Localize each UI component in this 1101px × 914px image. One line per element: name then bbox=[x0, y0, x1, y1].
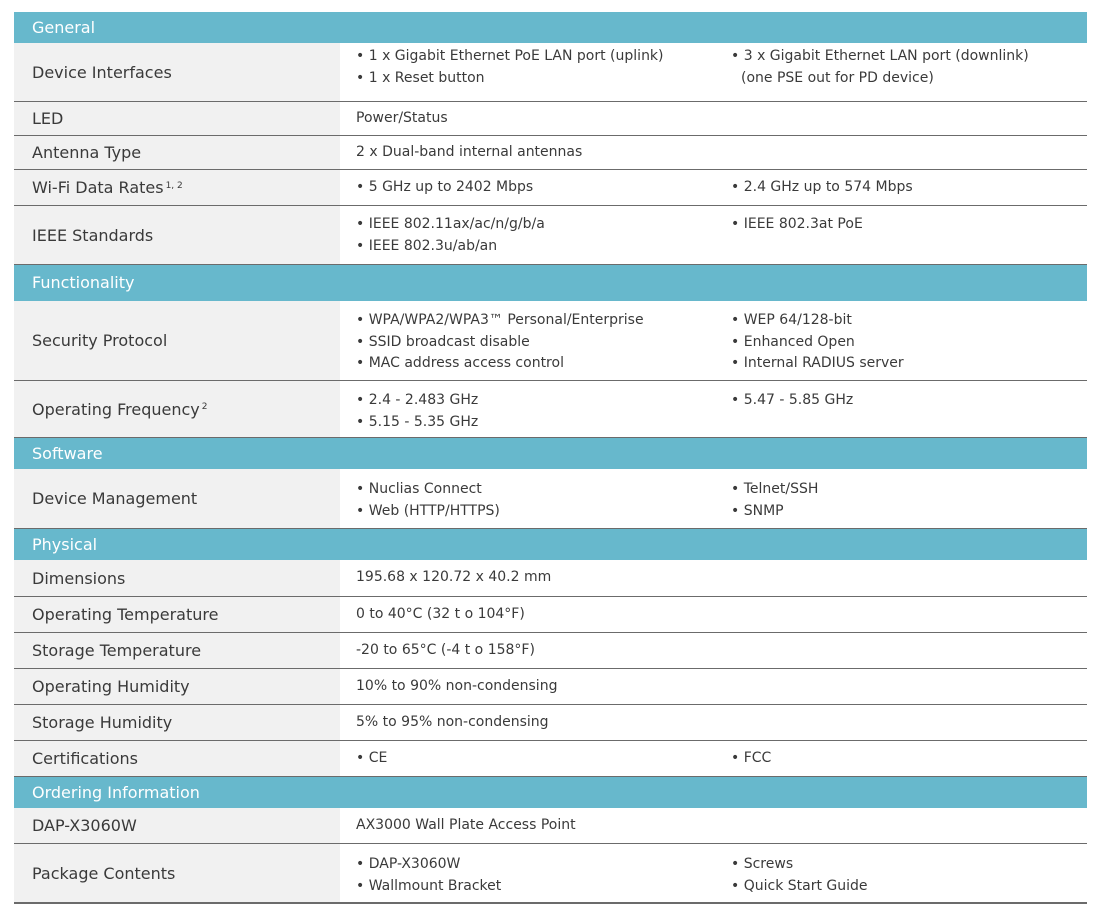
row-value bbox=[340, 206, 1087, 264]
row-label: Device Interfaces bbox=[32, 62, 172, 82]
row-value bbox=[340, 170, 1087, 205]
row-wifi-data-rates bbox=[14, 170, 1087, 206]
row-certifications bbox=[14, 741, 1087, 777]
row-value: 195.68 x 120.72 x 40.2 mm bbox=[340, 560, 1087, 596]
value-column-right bbox=[731, 214, 1087, 236]
row-label: Wi-Fi Data Rates $^{1, 2}$ bbox=[32, 178, 183, 197]
row-value: Power/Status bbox=[340, 102, 1087, 135]
spec-table bbox=[14, 12, 1087, 904]
list-item: • Internal RADIUS server bbox=[731, 353, 1087, 375]
list-item: • 3 x Gigabit Ethernet LAN port (downlink) bbox=[731, 46, 1087, 68]
row-antenna-type bbox=[14, 136, 1087, 170]
row-value: 10% to 90% non-condensing bbox=[340, 669, 1087, 704]
row-label: Operating Temperature bbox=[32, 605, 219, 624]
list-item: • Quick Start Guide bbox=[731, 876, 1087, 898]
row-device-interfaces bbox=[14, 43, 1087, 102]
list-item-continuation: (one PSE out for PD device) bbox=[741, 69, 934, 86]
value-column-left bbox=[356, 214, 731, 257]
row-security-protocol bbox=[14, 301, 1087, 381]
value-column-left bbox=[356, 854, 731, 897]
row-model bbox=[14, 808, 1087, 844]
value-column-right bbox=[731, 46, 1087, 89]
list-item: • IEEE 802.11ax/ac/n/g/b/a bbox=[356, 214, 731, 236]
row-label: Device Management bbox=[32, 489, 198, 508]
value-column-left bbox=[356, 310, 731, 375]
list-item: • Enhanced Open bbox=[731, 332, 1087, 354]
list-item: • 1 x Reset button bbox=[356, 68, 731, 90]
row-label: IEEE Standards bbox=[32, 225, 154, 245]
row-device-management bbox=[14, 469, 1087, 529]
list-item: • SNMP bbox=[731, 501, 1087, 523]
list-item: • WEP 64/128-bit bbox=[731, 310, 1087, 332]
list-item: • SSID broadcast disable bbox=[356, 332, 731, 354]
row-value: AX3000 Wall Plate Access Point bbox=[340, 808, 1087, 843]
row-operating-frequency bbox=[14, 381, 1087, 438]
value-column-left bbox=[356, 748, 731, 770]
row-value bbox=[340, 844, 1087, 902]
row-label: Antenna Type bbox=[32, 143, 142, 162]
row-value: 5% to 95% non-condensing bbox=[340, 705, 1087, 740]
value-column-left bbox=[356, 479, 731, 522]
list-item: • Screws bbox=[731, 854, 1087, 876]
row-storage-humidity bbox=[14, 705, 1087, 741]
row-label: Operating Humidity bbox=[32, 677, 190, 696]
row-label: DAP-X3060W bbox=[32, 816, 137, 835]
list-item: • WPA/WPA2/WPA3™ Personal/Enterprise bbox=[356, 310, 731, 332]
row-operating-temperature bbox=[14, 597, 1087, 633]
value-column-left bbox=[356, 177, 731, 199]
row-label: Package Contents bbox=[32, 863, 176, 883]
list-item: • 5.15 - 5.35 GHz bbox=[356, 412, 731, 434]
list-item: • Web (HTTP/HTTPS) bbox=[356, 501, 731, 523]
value-column-right bbox=[731, 310, 1087, 375]
section-functionality: Functionality bbox=[14, 265, 1087, 301]
list-item: • Telnet/SSH bbox=[731, 479, 1087, 501]
row-label: LED bbox=[32, 109, 64, 128]
footnote-marker: 1, 2 bbox=[165, 180, 183, 191]
value-column-right bbox=[731, 177, 1087, 199]
list-item: • 5 GHz up to 2402 Mbps bbox=[356, 177, 731, 199]
row-value bbox=[340, 301, 1087, 380]
list-item: • Wallmount Bracket bbox=[356, 876, 731, 898]
row-label: Certifications bbox=[32, 749, 138, 768]
value-column-right bbox=[731, 390, 1087, 412]
row-storage-temperature bbox=[14, 633, 1087, 669]
list-item: • FCC bbox=[731, 748, 1087, 770]
section-physical: Physical bbox=[14, 529, 1087, 560]
list-item: • 5.47 - 5.85 GHz bbox=[731, 390, 1087, 412]
value-column-left bbox=[356, 46, 731, 89]
row-value bbox=[340, 381, 1087, 437]
row-label: Security Protocol bbox=[32, 331, 168, 350]
footnote-marker: 2 bbox=[201, 402, 208, 412]
row-dimensions bbox=[14, 560, 1087, 597]
row-package-contents bbox=[14, 844, 1087, 904]
row-led bbox=[14, 102, 1087, 136]
row-label: Storage Humidity bbox=[32, 713, 173, 732]
section-ordering-information: Ordering Information bbox=[14, 777, 1087, 808]
row-value: 2 x Dual-band internal antennas bbox=[340, 136, 1087, 169]
row-operating-humidity bbox=[14, 669, 1087, 705]
list-item: • Nuclias Connect bbox=[356, 479, 731, 501]
list-item: • 1 x Gigabit Ethernet PoE LAN port (uplink) bbox=[356, 46, 731, 68]
row-label: Operating Frequency $^2$ bbox=[32, 399, 208, 419]
row-value bbox=[340, 469, 1087, 528]
list-item: • IEEE 802.3at PoE bbox=[731, 214, 1087, 236]
list-item: • 2.4 GHz up to 574 Mbps bbox=[731, 177, 1087, 199]
row-label: Storage Temperature bbox=[32, 641, 202, 660]
list-item: • DAP-X3060W bbox=[356, 854, 731, 876]
row-ieee-standards bbox=[14, 206, 1087, 265]
list-item: • CE bbox=[356, 748, 731, 770]
row-value: -20 to 65°C (-4 t o 158°F) bbox=[340, 633, 1087, 668]
value-column-right bbox=[731, 479, 1087, 522]
row-value: 0 to 40°C (32 t o 104°F) bbox=[340, 597, 1087, 632]
row-value bbox=[340, 741, 1087, 776]
list-item: • 2.4 - 2.483 GHz bbox=[356, 390, 731, 412]
row-value bbox=[340, 43, 1087, 101]
section-general: General bbox=[14, 12, 1087, 43]
section-software: Software bbox=[14, 438, 1087, 469]
list-item: • MAC address access control bbox=[356, 353, 731, 375]
value-column-left bbox=[356, 390, 731, 433]
value-column-right bbox=[731, 854, 1087, 897]
value-column-right bbox=[731, 748, 1087, 770]
row-label: Dimensions bbox=[32, 568, 126, 588]
list-item: • IEEE 802.3u/ab/an bbox=[356, 236, 731, 258]
